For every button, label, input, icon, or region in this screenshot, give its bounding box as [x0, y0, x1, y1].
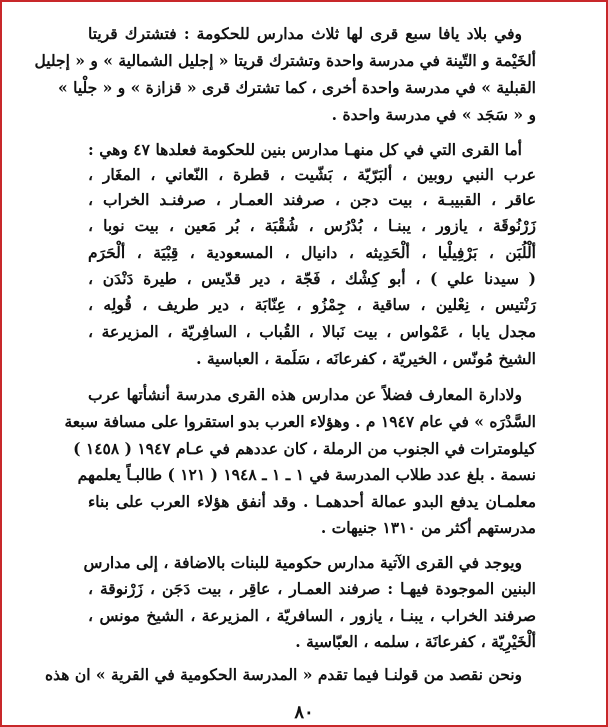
text-line: أما القرى التي في كل منهـا مدارس بنين للحكومة فعلدها ٤٧ وهي : — [88, 140, 522, 159]
text-line: الشيخ مُونّس ، الخيريّة ، كفرعانَه ، سَلَمة ، العباسية . — [196, 349, 536, 368]
text-line: صرفند الخراب ، يبنـا ، يازور ، السافريّة ، المزيرعة ، الشيخ مونس ، — [88, 606, 536, 625]
text-line: مجدل يابا ، عَمْواس ، بيت نَبالا ، القُباب ، السافِريّة ، المزيرعة ، — [88, 322, 536, 341]
text-line: زَرْنُوقَة ، يازور ، يبنـا ، بُدْرُس ، شُقْبَة ، بُر مَعين ، بيت نوبا ، — [88, 216, 536, 235]
text-line: رَنْتيس ، نِعْلين ، ساقية ، جِمْزُو ، عِنّابَة ، دير طريف ، قُولِه ، — [88, 295, 536, 314]
text-line: عاقر ، القبيبـة ، بيت دجن ، صرفند العمـار ، صرفنـد الخراب ، — [88, 190, 536, 209]
text-line: ويوجد في القرى الآتية مدارس حكومية للبنات بالاضافة ، إلى مدارس — [83, 553, 522, 572]
text-line: مدرستهم أكثر من ١٣١٠ جنيهات . — [320, 518, 536, 537]
text-line: ألْخَيْرِيّة ، كفرعانَة ، سلمه ، العبّاسية . — [295, 632, 536, 651]
page-number: ٨٠ — [294, 702, 314, 723]
text-line: البنين الموجودة فيهـا : صرفند العمـار ، عاقِر ، بيت دَجَن ، زَرْنوقة ، — [88, 579, 536, 598]
text-line: كيلومترات في الجنوب من الرملة ، كان عددهم في عـام ١٩٤٧ ( ١٤٥٨ ) — [73, 439, 536, 458]
text-line: ونحن نقصد من قولنـا فيما تقدم « المدرسة الحكومية في القرية » ان هذه — [45, 665, 522, 684]
text-line: ألخَيْمة و التّينة في مدرسة واحدة وتشترك قريتا « إجليل الشمالية » و « إجليل — [34, 51, 536, 70]
text-line: و « سَجَد » في مدرسة واحدة . — [331, 105, 536, 124]
text-line: ( سيدنا علي ) ، أبو كِشْك ، فَجّة ، دير قدّيس ، طيرة دَنْدَن ، — [88, 269, 536, 288]
text-line: معلمـان يدفع البدو عمالة أحدهمـا . وقد أنفق هؤلاء العرب على بناء — [88, 492, 536, 511]
text-line: نسمة . بلغ عدد طلاب المدرسة في ١ ـ ١ ـ ١٩٤٨ ( ١٢١ ) طالبـاً يعلمهم — [77, 465, 536, 484]
text-line: عرب النبي روبين ، ألبَرّيّة ، بَشّيت ، قطرة ، النّعاني ، المغَار ، — [88, 165, 536, 184]
text-line: ولادارة المعارف فضلاً عن مدارس هذه القرى مدرسة أنشأتها عرب — [88, 385, 522, 404]
text-line: ألْلُبَن ، بَرْفِيلْيا ، ألْحَدِيثه ، دانيال ، المسعودية ، قِبْيَة ، ألْحَرَم — [88, 243, 536, 262]
text-line: وفي بلاد يافا سبع قرى لها ثلاث مدارس للحكومة : فتشترك قريتا — [88, 24, 522, 43]
text-line: القبلية » في مدرسة واحدة أخرى ، كما تشترك قرى « قزازة » و « جلْيا » — [58, 78, 536, 97]
text-line: السَّدْرَه » في عام ١٩٤٧ م . وهؤلاء العرب بدو استقروا على مسافة سبعة — [64, 412, 536, 431]
